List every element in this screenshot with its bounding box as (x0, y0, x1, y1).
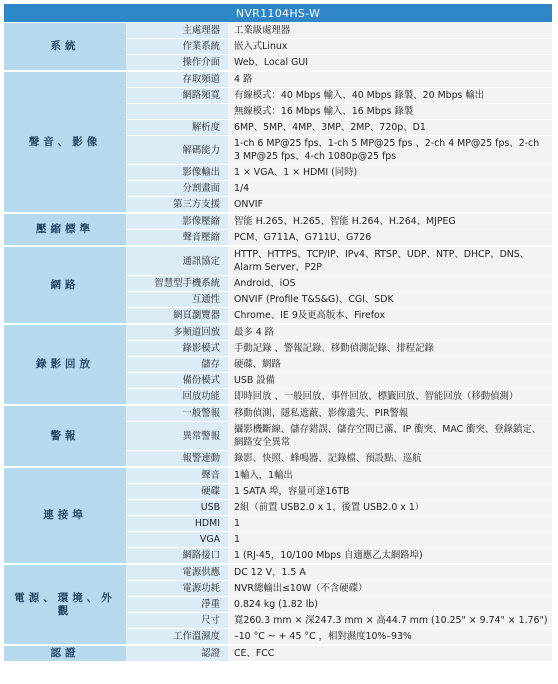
spec-value: USB 設備 (228, 373, 552, 389)
spec-label: 影像輸出 (126, 165, 228, 181)
spec-value: 無線模式：16 Mbps 輸入、16 Mbps 錄製 (228, 104, 552, 120)
spec-row (4, 645, 552, 662)
spec-label: 尺寸 (126, 613, 228, 629)
spec-label: 作業系統 (126, 39, 228, 55)
spec-label: 儲存 (126, 357, 228, 373)
spec-value: 1-ch 6 MP@25 fps、1-ch 5 MP@25 fps 、2-ch 4 MP@25 fps、2-ch 3 MP@25 fps、4-ch 1080p@25 fps (228, 136, 552, 165)
spec-label: 影像壓縮 (126, 213, 228, 230)
spec-value: 即時回放 、一般回放、事件回放、標籤回放、智能回放（移動偵測） (228, 389, 552, 406)
spec-label: 回放功能 (126, 389, 228, 406)
section-category: 網路 (4, 246, 126, 324)
spec-sheet (4, 4, 552, 663)
spec-value: 2組（前置 USB2.0 x 1、後置 USB2.0 x 1） (228, 500, 552, 516)
spec-label: 解析度 (126, 120, 228, 136)
spec-value: CE、FCC (228, 645, 552, 662)
spec-label (126, 104, 228, 120)
spec-label: 淨重 (126, 597, 228, 613)
spec-label: 操作介面 (126, 55, 228, 72)
spec-value: 1 SATA 埠，容量可達16TB (228, 484, 552, 500)
spec-value: 1 (228, 516, 552, 532)
section-category: 壓縮標準 (4, 213, 126, 246)
spec-body (4, 23, 552, 663)
spec-value: Android、iOS (228, 276, 552, 292)
spec-label: 多頻道回放 (126, 324, 228, 341)
spec-row (4, 71, 552, 88)
section-category: 電源、環境、外觀 (4, 564, 126, 645)
spec-table (4, 4, 552, 663)
spec-value: NVR總輸出≤10W（不含硬碟） (228, 581, 552, 597)
spec-label: 第三方支援 (126, 197, 228, 214)
section-category: 連接埠 (4, 467, 126, 564)
spec-row (4, 564, 552, 581)
spec-value: 4 路 (228, 71, 552, 88)
spec-label: 智慧型手機系統 (126, 276, 228, 292)
section-category: 聲音、影像 (4, 71, 126, 213)
spec-value: 最多 4 路 (228, 324, 552, 341)
spec-row (4, 405, 552, 422)
spec-value: ONVIF (228, 197, 552, 214)
section-category: 錄影回放 (4, 324, 126, 405)
spec-label: 互通性 (126, 292, 228, 308)
spec-label: VGA (126, 532, 228, 548)
spec-label: 主處理器 (126, 23, 228, 39)
spec-row (4, 467, 552, 484)
spec-label: 網路頻寬 (126, 88, 228, 104)
spec-value: PCM、G711A、G711U、G726 (228, 230, 552, 247)
spec-label: HDMI (126, 516, 228, 532)
spec-label: 網頁瀏覽器 (126, 308, 228, 325)
spec-value: 6MP、5MP、4MP、3MP、2MP、720p、D1 (228, 120, 552, 136)
spec-label: 通訊協定 (126, 246, 228, 276)
spec-value: 攝影機斷線、儲存錯誤、儲存空間已滿、IP 衝突、MAC 衝突、登錄鎖定、網路安全異常 (228, 422, 552, 451)
spec-label: 聲音壓縮 (126, 230, 228, 247)
product-title: NVR1104HS-W (4, 4, 552, 23)
section-category: 認證 (4, 645, 126, 662)
spec-value: 移動偵測、隱私遮蔽、影像遺失、PIR警報 (228, 405, 552, 422)
spec-label: 硬碟 (126, 484, 228, 500)
spec-row (4, 23, 552, 39)
spec-value: ONVIF (Profile T&S&G)、CGI、SDK (228, 292, 552, 308)
spec-value: 1輸入，1輸出 (228, 467, 552, 484)
spec-value: DC 12 V，1.5 A (228, 564, 552, 581)
spec-value: 手動記錄 、警報記錄、移動偵測記錄、排程記錄 (228, 341, 552, 357)
spec-value: 有線模式：40 Mbps 輸入、40 Mbps 錄製、20 Mbps 輸出 (228, 88, 552, 104)
spec-label: 備份模式 (126, 373, 228, 389)
spec-label: 報警連動 (126, 451, 228, 468)
spec-value: 1/4 (228, 181, 552, 197)
spec-label: 電源功耗 (126, 581, 228, 597)
spec-label: 存取頻道 (126, 71, 228, 88)
spec-value: 1 × VGA、1 × HDMI (同時) (228, 165, 552, 181)
spec-label: 異常警報 (126, 422, 228, 451)
spec-value: 0.824 kg (1.82 lb) (228, 597, 552, 613)
spec-value: 寬260.3 mm × 深247.3 mm × 高44.7 mm (10.25" × 9.74" × 1.76") (228, 613, 552, 629)
spec-label: 一般警報 (126, 405, 228, 422)
spec-label: USB (126, 500, 228, 516)
spec-label: 網路接口 (126, 548, 228, 565)
spec-label: 電源供應 (126, 564, 228, 581)
spec-row (4, 213, 552, 230)
spec-label: 錄影模式 (126, 341, 228, 357)
spec-value: –10 °C ~ + 45 °C ，相對濕度10%–93% (228, 629, 552, 646)
spec-label: 聲音 (126, 467, 228, 484)
spec-value: 錄影、快照、蜂鳴器、記錄檔、預設點、巡航 (228, 451, 552, 468)
section-category: 警報 (4, 405, 126, 467)
spec-value: Chrome、IE 9及更高版本、Firefox (228, 308, 552, 325)
spec-value: 工業級處理器 (228, 23, 552, 39)
spec-value: 智能 H.265、H.265、智能 H.264、H.264、MJPEG (228, 213, 552, 230)
spec-label: 認證 (126, 645, 228, 662)
spec-label: 解碼能力 (126, 136, 228, 165)
spec-value: HTTP、HTTPS、TCP/IP、IPv4、RTSP、UDP、NTP、DHCP、DNS、Alarm Server、P2P (228, 246, 552, 276)
spec-value: Web、Local GUI (228, 55, 552, 72)
spec-value: 硬碟、網路 (228, 357, 552, 373)
spec-value: 1 (RJ-45，10/100 Mbps 自適應乙太網路埠) (228, 548, 552, 565)
section-category: 系統 (4, 23, 126, 72)
spec-row (4, 246, 552, 276)
spec-label: 分割畫面 (126, 181, 228, 197)
spec-value: 1 (228, 532, 552, 548)
spec-label: 工作溫濕度 (126, 629, 228, 646)
spec-value: 嵌入式Linux (228, 39, 552, 55)
spec-row (4, 324, 552, 341)
